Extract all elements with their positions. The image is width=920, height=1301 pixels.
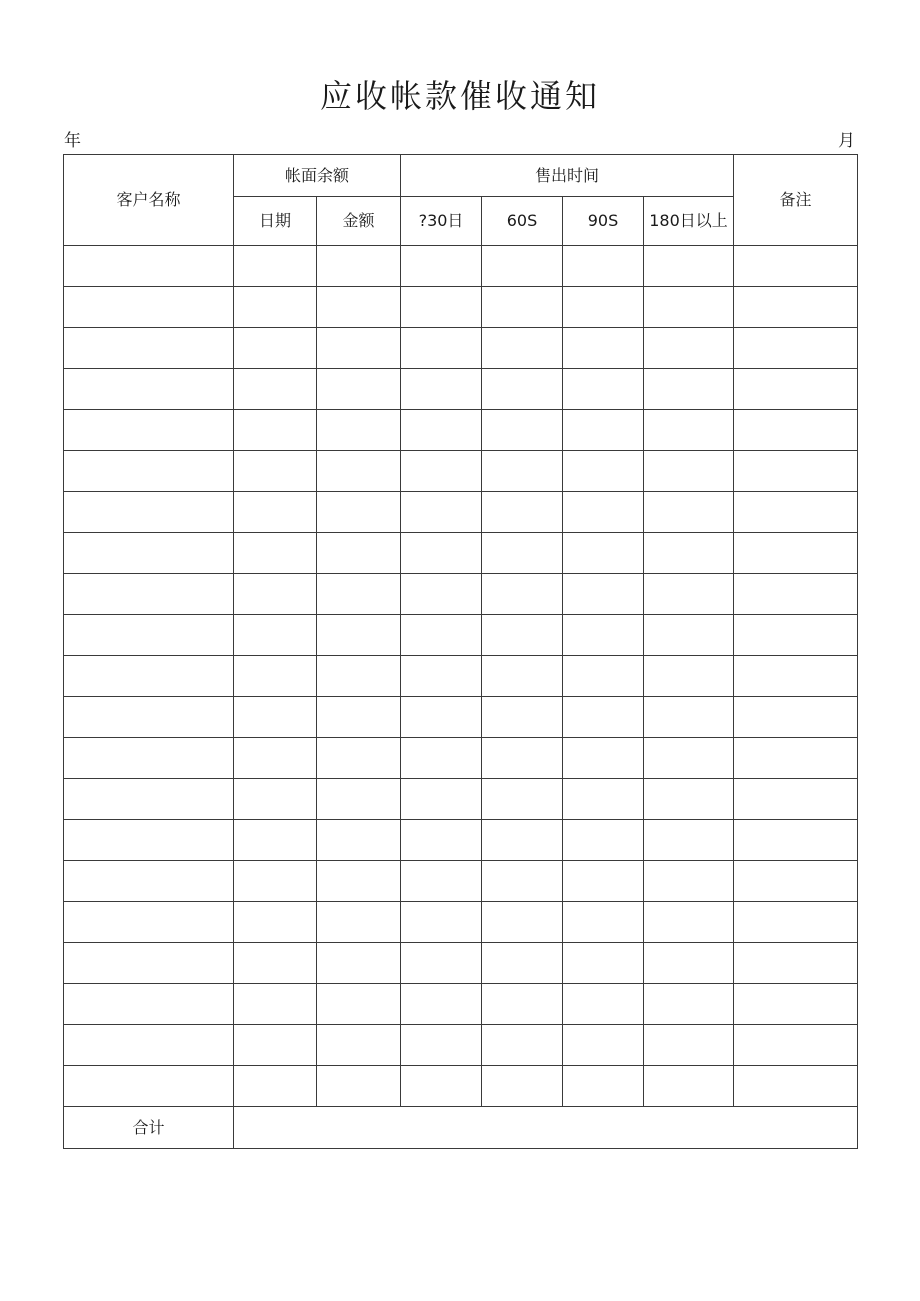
date-cell[interactable] xyxy=(234,246,317,287)
days-180-cell[interactable] xyxy=(644,246,734,287)
customer-name-cell[interactable] xyxy=(64,533,234,574)
days-180-cell[interactable] xyxy=(644,451,734,492)
days-90-cell[interactable] xyxy=(563,533,644,574)
amount-cell[interactable] xyxy=(317,820,401,861)
days-180-cell[interactable] xyxy=(644,738,734,779)
customer-name-cell[interactable] xyxy=(64,861,234,902)
days-30-cell[interactable] xyxy=(401,451,482,492)
days-30-cell[interactable] xyxy=(401,738,482,779)
amount-cell[interactable] xyxy=(317,246,401,287)
days-60-cell[interactable] xyxy=(482,902,563,943)
days-180-cell[interactable] xyxy=(644,615,734,656)
customer-name-cell[interactable] xyxy=(64,1066,234,1107)
date-cell[interactable] xyxy=(234,861,317,902)
customer-name-cell[interactable] xyxy=(64,656,234,697)
days-30-cell[interactable] xyxy=(401,943,482,984)
days-60-cell[interactable] xyxy=(482,697,563,738)
table-row xyxy=(64,246,858,287)
days-180-cell[interactable] xyxy=(644,410,734,451)
days-90-cell[interactable] xyxy=(563,820,644,861)
form-title: 应收帐款催收通知 xyxy=(319,77,600,115)
amount-cell[interactable] xyxy=(317,451,401,492)
table-row xyxy=(64,697,858,738)
month-label: 月 xyxy=(838,131,855,151)
days-60-cell[interactable] xyxy=(482,615,563,656)
remark-cell[interactable] xyxy=(734,287,858,328)
days-60-cell[interactable] xyxy=(482,492,563,533)
days-180-cell[interactable] xyxy=(644,574,734,615)
days-30-cell[interactable] xyxy=(401,533,482,574)
days-90-cell[interactable] xyxy=(563,656,644,697)
customer-name-cell[interactable] xyxy=(64,574,234,615)
days-90-header: 90S xyxy=(563,197,644,246)
days-30-cell[interactable] xyxy=(401,902,482,943)
amount-cell[interactable] xyxy=(317,410,401,451)
days-180-cell[interactable] xyxy=(644,533,734,574)
days-90-cell[interactable] xyxy=(563,369,644,410)
days-60-cell[interactable] xyxy=(482,656,563,697)
customer-name-cell[interactable] xyxy=(64,779,234,820)
date-cell[interactable] xyxy=(234,615,317,656)
days-180-cell[interactable] xyxy=(644,328,734,369)
days-60-cell[interactable] xyxy=(482,410,563,451)
date-cell[interactable] xyxy=(234,779,317,820)
table-row xyxy=(64,1025,858,1066)
customer-name-cell[interactable] xyxy=(64,369,234,410)
table-row xyxy=(64,328,858,369)
date-cell[interactable] xyxy=(234,738,317,779)
remark-cell[interactable] xyxy=(734,246,858,287)
days-30-cell[interactable] xyxy=(401,1025,482,1066)
days-90-cell[interactable] xyxy=(563,287,644,328)
amount-cell[interactable] xyxy=(317,287,401,328)
amount-cell[interactable] xyxy=(317,1066,401,1107)
days-180-cell[interactable] xyxy=(644,861,734,902)
days-60-cell[interactable] xyxy=(482,369,563,410)
customer-name-cell[interactable] xyxy=(64,1025,234,1066)
date-cell[interactable] xyxy=(234,451,317,492)
days-60-cell[interactable] xyxy=(482,738,563,779)
days-60-cell[interactable] xyxy=(482,451,563,492)
remark-cell[interactable] xyxy=(734,410,858,451)
remark-cell[interactable] xyxy=(734,943,858,984)
date-cell[interactable] xyxy=(234,697,317,738)
customer-name-cell[interactable] xyxy=(64,820,234,861)
days-60-cell[interactable] xyxy=(482,574,563,615)
days-60-cell[interactable] xyxy=(482,861,563,902)
date-cell[interactable] xyxy=(234,328,317,369)
days-60-cell[interactable] xyxy=(482,1025,563,1066)
days-60-cell[interactable] xyxy=(482,1066,563,1107)
days-60-cell[interactable] xyxy=(482,328,563,369)
table-row xyxy=(64,779,858,820)
days-180-cell[interactable] xyxy=(644,984,734,1025)
amount-cell[interactable] xyxy=(317,656,401,697)
remark-cell[interactable] xyxy=(734,984,858,1025)
days-180-cell[interactable] xyxy=(644,902,734,943)
amount-cell[interactable] xyxy=(317,328,401,369)
customer-name-cell[interactable] xyxy=(64,984,234,1025)
date-cell[interactable] xyxy=(234,369,317,410)
remark-cell[interactable] xyxy=(734,615,858,656)
days-90-cell[interactable] xyxy=(563,1066,644,1107)
remark-cell[interactable] xyxy=(734,697,858,738)
date-cell[interactable] xyxy=(234,656,317,697)
customer-name-cell[interactable] xyxy=(64,902,234,943)
amount-cell[interactable] xyxy=(317,533,401,574)
date-cell[interactable] xyxy=(234,820,317,861)
remark-cell[interactable] xyxy=(734,902,858,943)
balance-header: 帐面余额 xyxy=(234,155,401,197)
days-90-cell[interactable] xyxy=(563,861,644,902)
table-row xyxy=(64,574,858,615)
days-180-cell[interactable] xyxy=(644,369,734,410)
days-180-cell[interactable] xyxy=(644,656,734,697)
days-90-cell[interactable] xyxy=(563,902,644,943)
amount-cell[interactable] xyxy=(317,738,401,779)
days-90-cell[interactable] xyxy=(563,451,644,492)
remark-cell[interactable] xyxy=(734,574,858,615)
remark-cell[interactable] xyxy=(734,328,858,369)
amount-cell[interactable] xyxy=(317,492,401,533)
days-30-cell[interactable] xyxy=(401,656,482,697)
table-row xyxy=(64,820,858,861)
customer-name-cell[interactable] xyxy=(64,943,234,984)
days-30-header: ?30日 xyxy=(401,197,482,246)
days-90-cell[interactable] xyxy=(563,1025,644,1066)
amount-cell[interactable] xyxy=(317,574,401,615)
days-90-cell[interactable] xyxy=(563,615,644,656)
days-180-cell[interactable] xyxy=(644,943,734,984)
header-row-1 xyxy=(64,155,858,197)
days-30-cell[interactable] xyxy=(401,1066,482,1107)
remark-cell[interactable] xyxy=(734,533,858,574)
amount-cell[interactable] xyxy=(317,615,401,656)
days-60-cell[interactable] xyxy=(482,779,563,820)
customer-name-cell[interactable] xyxy=(64,410,234,451)
days-30-cell[interactable] xyxy=(401,820,482,861)
table-row xyxy=(64,410,858,451)
date-cell[interactable] xyxy=(234,410,317,451)
customer-name-cell[interactable] xyxy=(64,492,234,533)
days-30-cell[interactable] xyxy=(401,615,482,656)
table-row xyxy=(64,451,858,492)
days-60-header: 60S xyxy=(482,197,563,246)
table-row xyxy=(64,943,858,984)
remark-cell[interactable] xyxy=(734,451,858,492)
date-cell[interactable] xyxy=(234,1025,317,1066)
date-cell[interactable] xyxy=(234,574,317,615)
remark-cell[interactable] xyxy=(734,1066,858,1107)
amount-cell[interactable] xyxy=(317,697,401,738)
days-60-cell[interactable] xyxy=(482,533,563,574)
customer-name-cell[interactable] xyxy=(64,328,234,369)
total-row xyxy=(64,1107,858,1149)
date-cell[interactable] xyxy=(234,984,317,1025)
days-30-cell[interactable] xyxy=(401,697,482,738)
sale-time-header: 售出时间 xyxy=(401,155,734,197)
days-30-cell[interactable] xyxy=(401,287,482,328)
receivables-table xyxy=(63,154,858,1149)
days-90-cell[interactable] xyxy=(563,738,644,779)
days-60-cell[interactable] xyxy=(482,984,563,1025)
days-180-cell[interactable] xyxy=(644,1025,734,1066)
remark-cell[interactable] xyxy=(734,1025,858,1066)
customer-name-cell[interactable] xyxy=(64,697,234,738)
days-180-cell[interactable] xyxy=(644,779,734,820)
table-row xyxy=(64,492,858,533)
date-cell[interactable] xyxy=(234,533,317,574)
amount-cell[interactable] xyxy=(317,369,401,410)
days-90-cell[interactable] xyxy=(563,779,644,820)
days-60-cell[interactable] xyxy=(482,820,563,861)
remark-cell[interactable] xyxy=(734,492,858,533)
days-180-header: 180日以上 xyxy=(644,197,734,246)
days-30-cell[interactable] xyxy=(401,328,482,369)
table-row xyxy=(64,287,858,328)
remark-cell[interactable] xyxy=(734,656,858,697)
date-cell[interactable] xyxy=(234,287,317,328)
remark-cell[interactable] xyxy=(734,779,858,820)
amount-cell[interactable] xyxy=(317,861,401,902)
amount-cell[interactable] xyxy=(317,984,401,1025)
customer-name-cell[interactable] xyxy=(64,287,234,328)
days-90-cell[interactable] xyxy=(563,492,644,533)
customer-name-cell[interactable] xyxy=(64,738,234,779)
days-180-cell[interactable] xyxy=(644,697,734,738)
customer-name-cell[interactable] xyxy=(64,246,234,287)
customer-name-cell[interactable] xyxy=(64,451,234,492)
days-90-cell[interactable] xyxy=(563,574,644,615)
table-row xyxy=(64,738,858,779)
days-90-cell[interactable] xyxy=(563,984,644,1025)
days-30-cell[interactable] xyxy=(401,861,482,902)
days-60-cell[interactable] xyxy=(482,287,563,328)
table-row xyxy=(64,1066,858,1107)
customer-name-cell[interactable] xyxy=(64,615,234,656)
days-30-cell[interactable] xyxy=(401,492,482,533)
customer-name-header: 客户名称 xyxy=(64,155,234,246)
date-cell[interactable] xyxy=(234,902,317,943)
days-30-cell[interactable] xyxy=(401,246,482,287)
date-header: 日期 xyxy=(234,197,317,246)
date-cell[interactable] xyxy=(234,492,317,533)
days-60-cell[interactable] xyxy=(482,246,563,287)
days-90-cell[interactable] xyxy=(563,246,644,287)
amount-header: 金额 xyxy=(317,197,401,246)
amount-cell[interactable] xyxy=(317,943,401,984)
remark-cell[interactable] xyxy=(734,738,858,779)
remark-cell[interactable] xyxy=(734,369,858,410)
days-180-cell[interactable] xyxy=(644,287,734,328)
date-cell[interactable] xyxy=(234,943,317,984)
table-row xyxy=(64,369,858,410)
year-label: 年 xyxy=(64,131,81,151)
days-180-cell[interactable] xyxy=(644,1066,734,1107)
table-row xyxy=(64,615,858,656)
table-row xyxy=(64,902,858,943)
amount-cell[interactable] xyxy=(317,779,401,820)
days-180-cell[interactable] xyxy=(644,492,734,533)
amount-cell[interactable] xyxy=(317,1025,401,1066)
remark-header: 备注 xyxy=(734,155,858,246)
table-row xyxy=(64,984,858,1025)
days-30-cell[interactable] xyxy=(401,369,482,410)
remark-cell[interactable] xyxy=(734,820,858,861)
days-30-cell[interactable] xyxy=(401,779,482,820)
total-value-cell[interactable] xyxy=(234,1107,858,1149)
days-30-cell[interactable] xyxy=(401,410,482,451)
remark-cell[interactable] xyxy=(734,861,858,902)
days-90-cell[interactable] xyxy=(563,328,644,369)
date-cell[interactable] xyxy=(234,1066,317,1107)
table-row xyxy=(64,861,858,902)
days-60-cell[interactable] xyxy=(482,943,563,984)
days-30-cell[interactable] xyxy=(401,574,482,615)
table-row xyxy=(64,533,858,574)
days-90-cell[interactable] xyxy=(563,410,644,451)
days-30-cell[interactable] xyxy=(401,984,482,1025)
days-90-cell[interactable] xyxy=(563,697,644,738)
total-label: 合计 xyxy=(64,1107,234,1149)
amount-cell[interactable] xyxy=(317,902,401,943)
days-180-cell[interactable] xyxy=(644,820,734,861)
days-90-cell[interactable] xyxy=(563,943,644,984)
table-row xyxy=(64,656,858,697)
